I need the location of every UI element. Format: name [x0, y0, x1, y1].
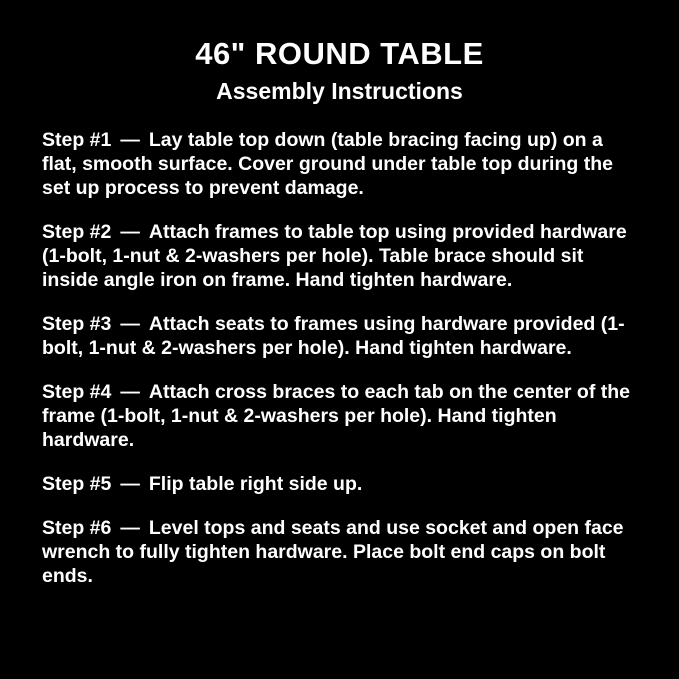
step-separator: —	[120, 129, 140, 152]
step-separator: —	[120, 221, 140, 244]
step-item-4	[42, 380, 641, 452]
step-text: Level tops and seats and use socket and open face wrench to fully tighten hardware. Place bolt end caps on bolt ends.	[42, 517, 624, 588]
page-subtitle: Assembly Instructions	[216, 77, 463, 104]
step-text: Attach seats to frames using hardware provided (1-bolt, 1-nut & 2-washers per hole). Hand tighten hardware.	[42, 313, 625, 360]
step-item-1	[42, 128, 641, 200]
step-item-3	[42, 312, 641, 360]
step-label: Step #3	[42, 313, 112, 336]
step-text: Flip table right side up.	[148, 473, 363, 496]
step-separator: —	[120, 313, 140, 336]
step-item-5	[42, 472, 641, 496]
step-label: Step #4	[42, 381, 112, 404]
step-text: Attach frames to table top using provided hardware (1-bolt, 1-nut & 2-washers per hole). Table brace should sit inside angle iron on frame. Hand tighten hardware.	[42, 221, 627, 292]
step-text: Lay table top down (table bracing facing up) on a flat, smooth surface. Cover ground under table top during the set up process to prevent damage.	[42, 129, 613, 200]
steps-list	[42, 128, 641, 588]
page-title: 46" ROUND TABLE	[195, 36, 484, 71]
step-text: Attach cross braces to each tab on the center of the frame (1-bolt, 1-nut & 2-washers per hole). Hand tighten hardware.	[42, 381, 630, 452]
step-label: Step #6	[42, 517, 112, 540]
step-label: Step #1	[42, 129, 112, 152]
step-separator: —	[120, 517, 140, 540]
step-label: Step #5	[42, 473, 112, 496]
step-separator: —	[120, 381, 140, 404]
step-item-6	[42, 516, 641, 588]
step-label: Step #2	[42, 221, 112, 244]
step-item-2	[42, 220, 641, 292]
step-separator: —	[120, 473, 140, 496]
